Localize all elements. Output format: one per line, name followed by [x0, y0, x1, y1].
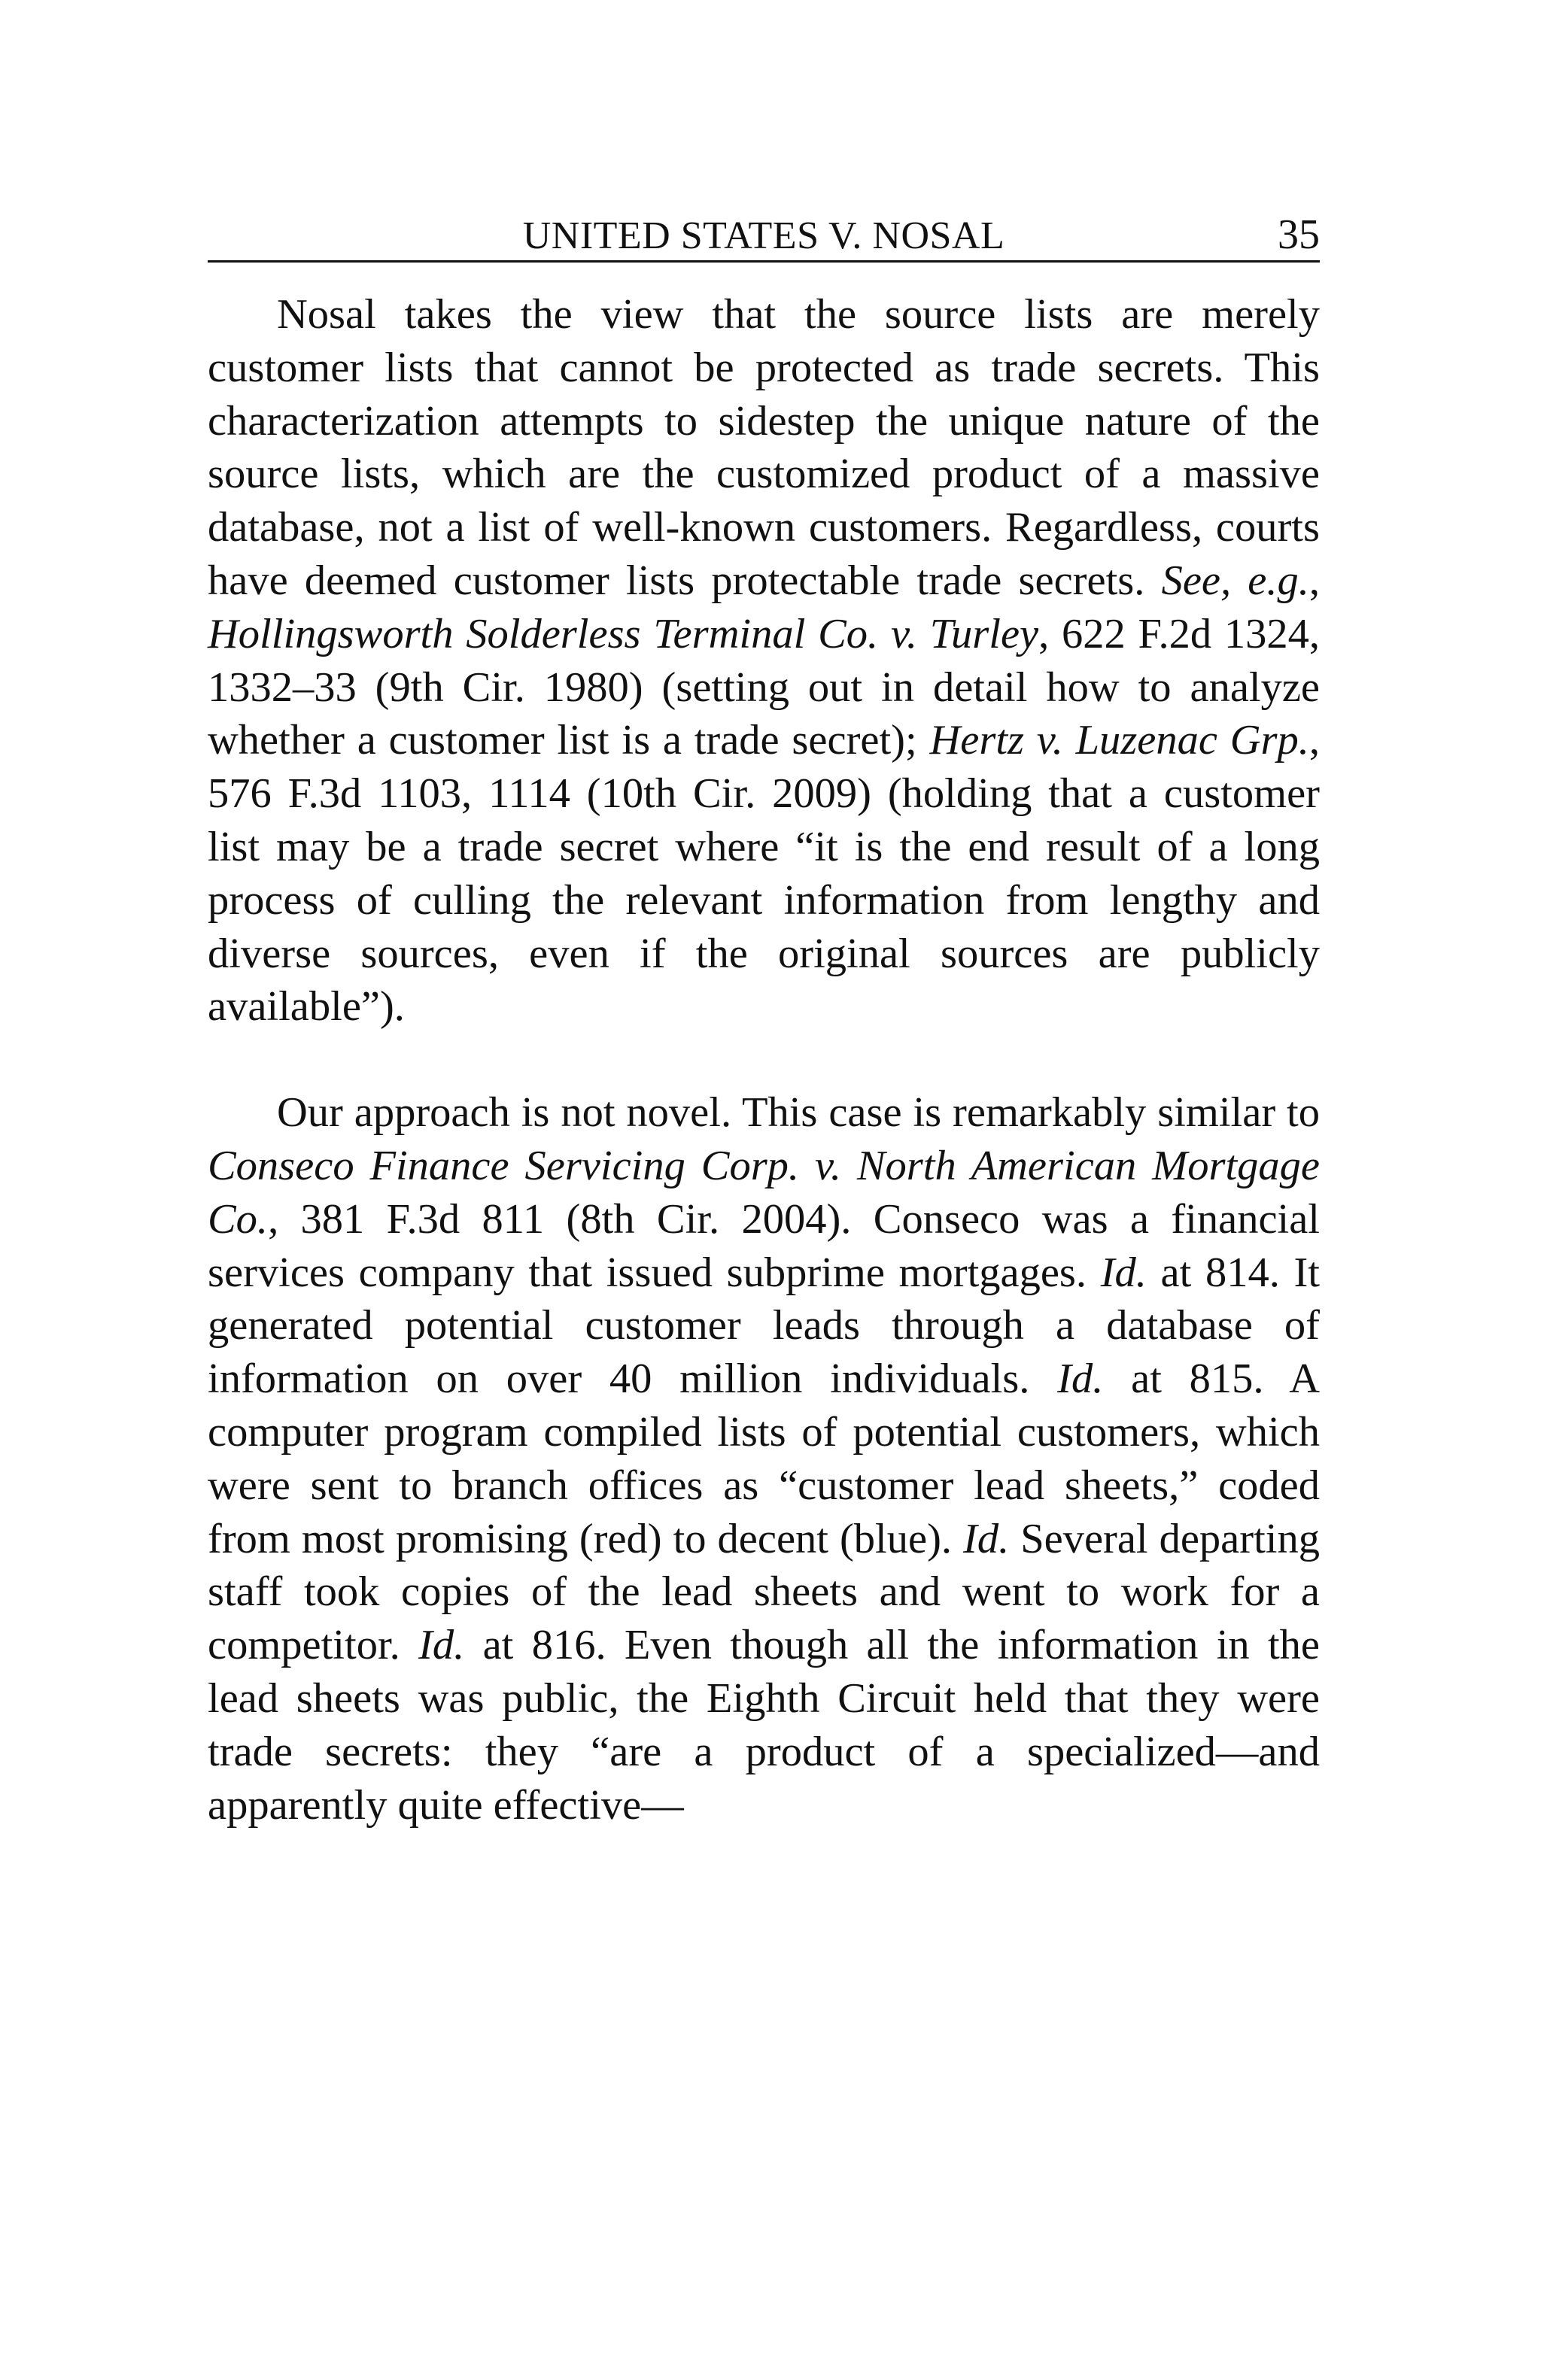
case-name: Hollingsworth Solderless Terminal Co. v. Turley [208, 610, 1039, 657]
text-run: , 381 F.3d 811 (8th Cir. 2004). Conseco was a financial services company that issued subprime mortgages. [208, 1195, 1320, 1296]
text-run: at 815. A computer program compiled lists of potential customers, which were sent to branch offices as “customer lead sheets,” coded from most promising (red) to decent (blue). [208, 1355, 1320, 1562]
page-number: 35 [1278, 211, 1320, 258]
text-run: Several departing staff took copies of the lead sheets and went to work for a competitor. [208, 1515, 1320, 1669]
id-citation: Id. [1057, 1355, 1104, 1403]
text-run: at 816. Even though all the information in the lead sheets was public, the Eighth Circuit held that they were trade secrets: they “are a product of a specialized—and apparently quite effective— [208, 1622, 1320, 1829]
running-header [208, 211, 1320, 263]
case-name: Hertz v. Luzenac Grp. [929, 717, 1309, 764]
id-citation: Id. [963, 1515, 1010, 1562]
paragraph-2 [208, 1086, 1320, 1832]
text-run: , 576 F.3d 1103, 1114 (10th Cir. 2009) (holding that a customer list may be a trade secret where “it is the end result of a long process of culling the relevant information from lengthy and diverse sources, even if the original sources are publicly available”). [208, 717, 1321, 1031]
running-title: UNITED STATES V. NOSAL [522, 214, 1005, 257]
text-run: at 814. It generated potential customer leads through a database of information on over 40 million individuals. [208, 1249, 1320, 1403]
case-name: Conseco Finance Servicing Corp. v. North American Mortgage Co. [208, 1142, 1320, 1243]
citation-signal: See, e.g. [1161, 557, 1309, 604]
id-citation: Id. [1100, 1249, 1147, 1296]
text-run: , 622 F.2d 1324, 1332–33 (9th Cir. 1980) (setting out in detail how to analyze whether a customer list is a trade secret); [208, 610, 1320, 764]
text-run: Our approach is not novel. This case is remarkably similar to [277, 1089, 1320, 1137]
paragraph-1 [208, 288, 1320, 1034]
text-run: , [1308, 557, 1321, 604]
text-run: Nosal takes the view that the source lists are merely customer lists that cannot be protected as trade secrets. This characterization attempts to sidestep the unique nature of the source lists, which are the customized product of a massive database, not a list of well-known customers. Regardless, courts have deemed customer lists protectable trade secrets. [208, 291, 1320, 604]
id-citation: Id. [418, 1622, 465, 1669]
opinion-body [208, 288, 1320, 1832]
document-page [208, 211, 1320, 1832]
